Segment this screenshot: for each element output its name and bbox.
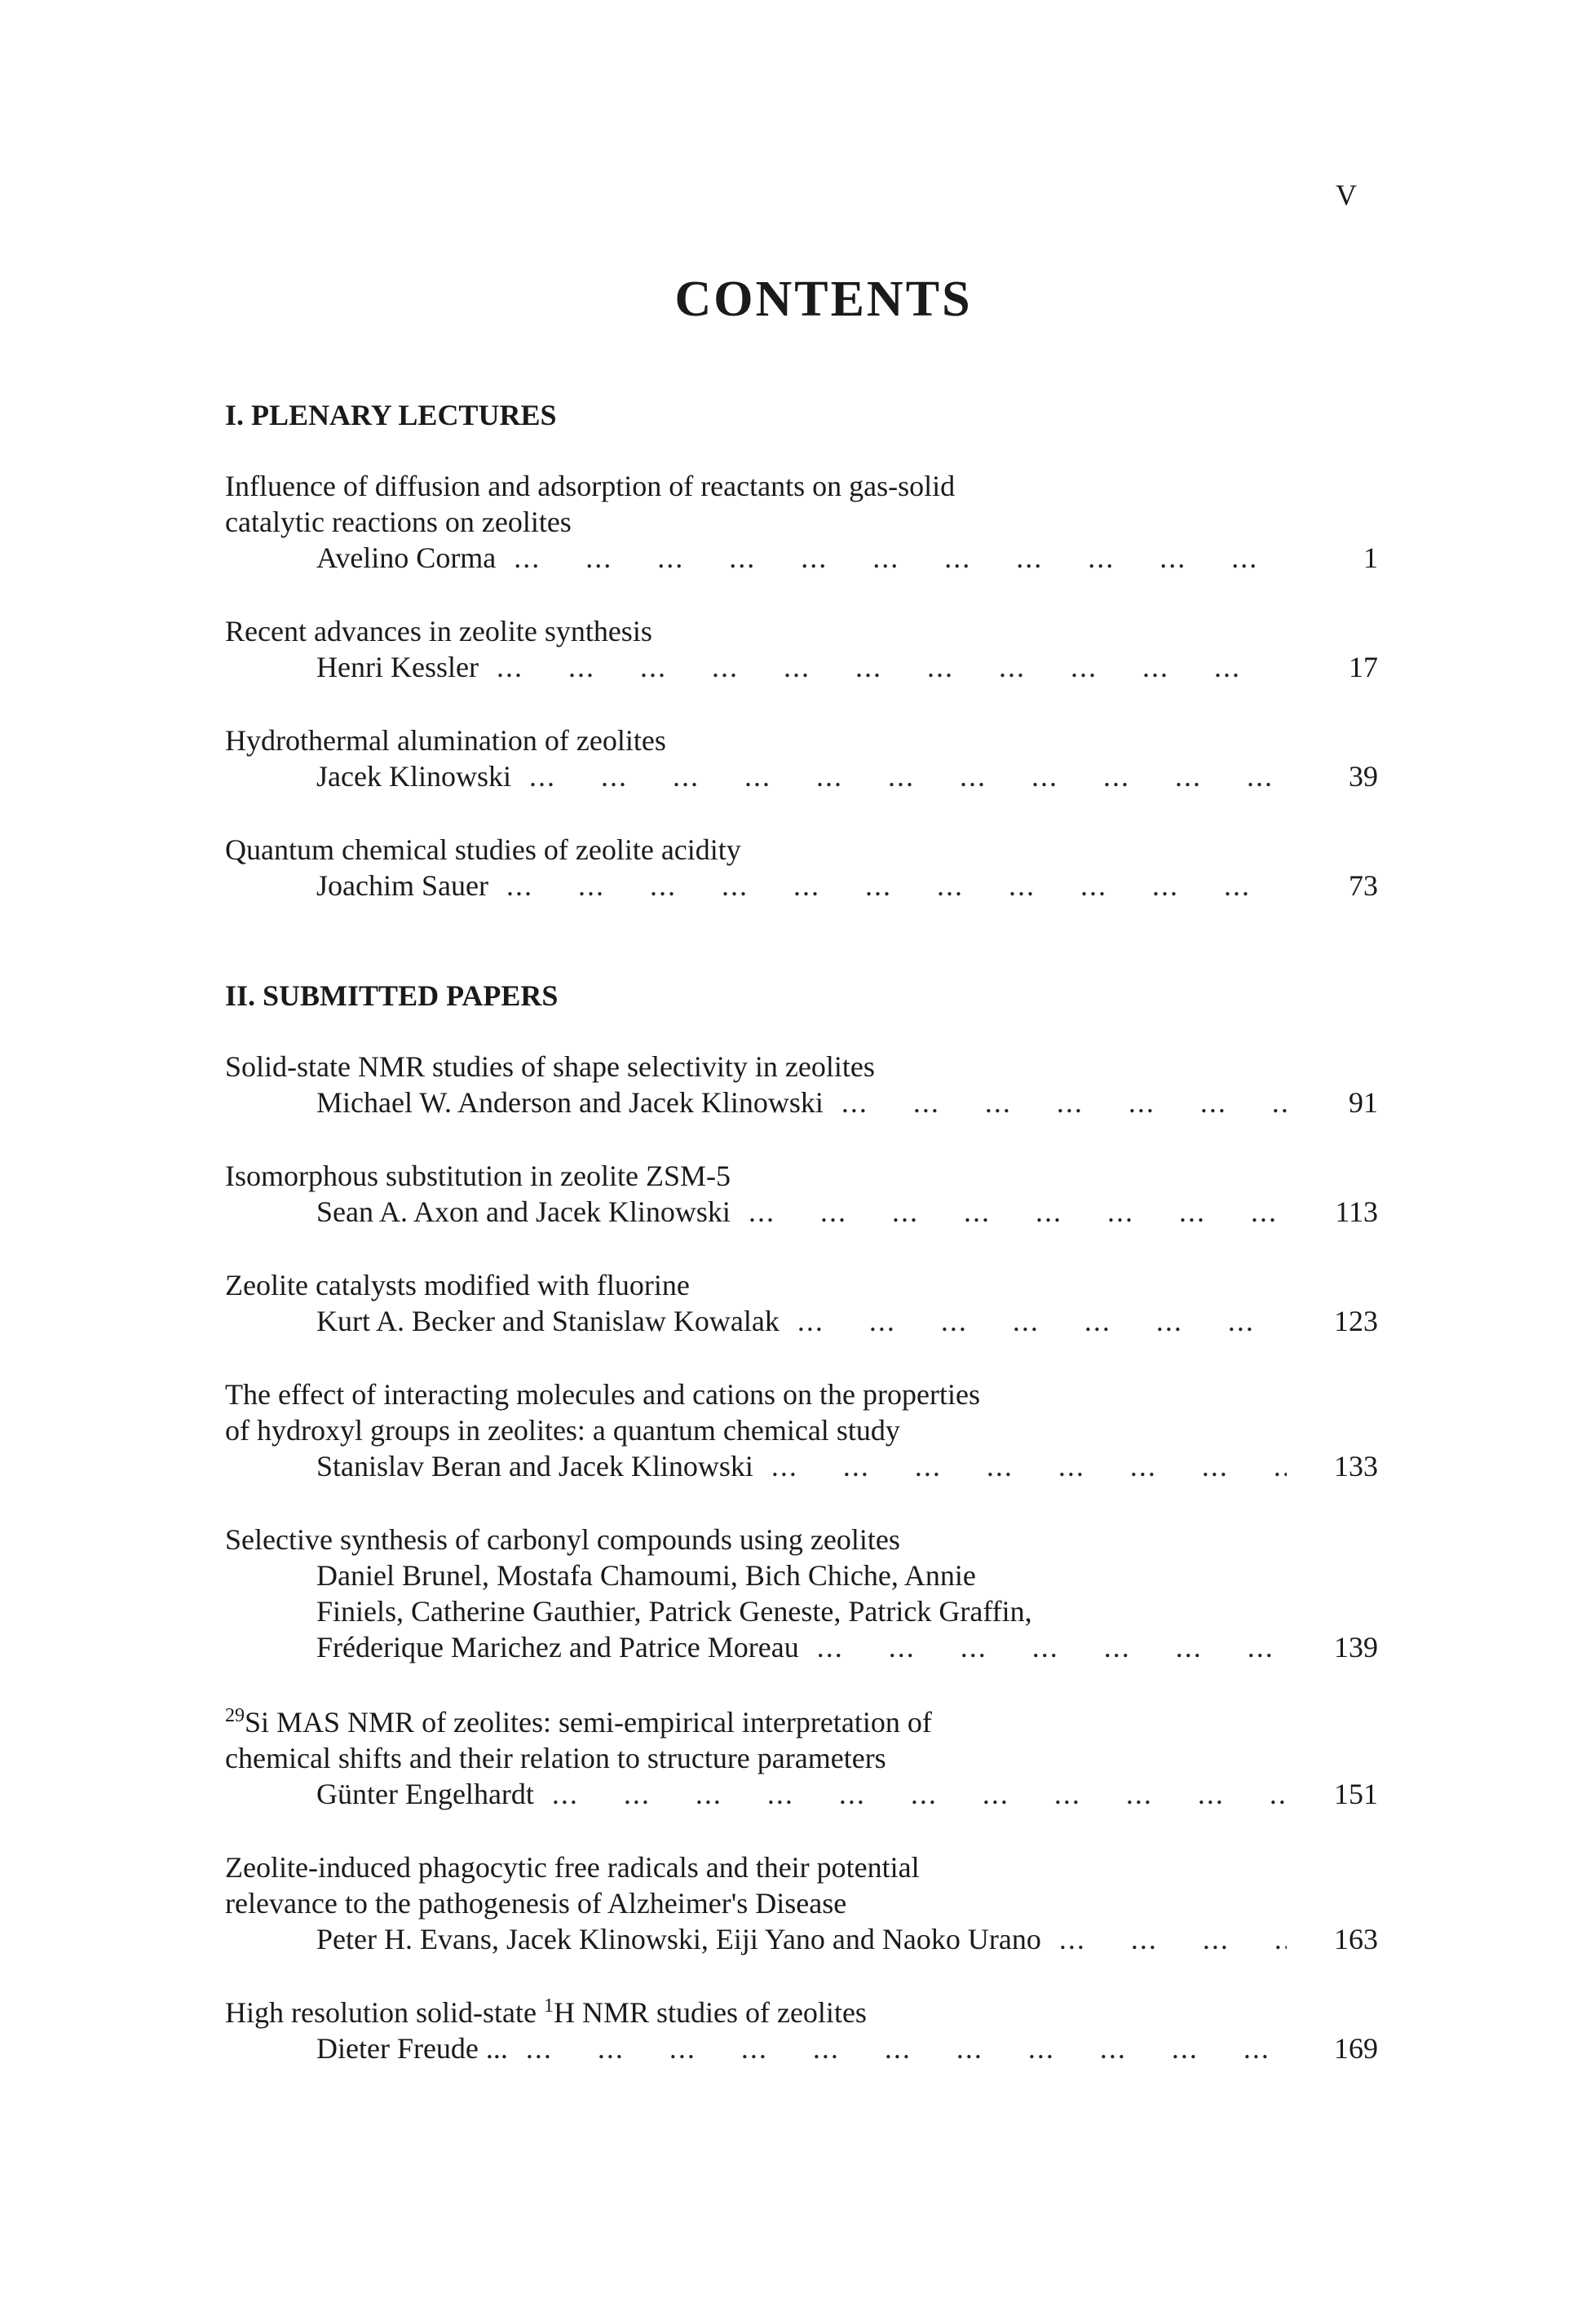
- toc-entry: [225, 1376, 1378, 1484]
- entry-authors: Joachim Sauer: [316, 869, 488, 902]
- entry-author-row: [225, 1448, 1378, 1484]
- entry-authors: Stanislav Beran and Jacek Klinowski: [316, 1450, 753, 1482]
- entry-author-row: [225, 758, 1378, 794]
- entry-page: 139: [1334, 1631, 1378, 1663]
- entry-title-text: High resolution solid-state: [225, 1996, 544, 2029]
- leader-dots: [731, 1194, 1287, 1230]
- entry-author-row: [225, 1776, 1378, 1812]
- entry-page: 113: [1335, 1195, 1378, 1228]
- entry-author-row: [225, 1085, 1378, 1120]
- isotope-superscript: 1: [543, 1995, 554, 2017]
- entry-page: 73: [1349, 869, 1378, 902]
- entry-page: 123: [1334, 1305, 1378, 1337]
- entry-title-line: Recent advances in zeolite synthesis: [225, 615, 652, 647]
- entry-author-line: Finiels, Catherine Gauthier, Patrick Geneste, Patrick Graffin,: [316, 1595, 1032, 1628]
- toc-entry: [225, 1995, 1378, 2066]
- toc-entry: [225, 613, 1378, 685]
- entry-title-line: [225, 1995, 1378, 2030]
- entry-title-line: Influence of diffusion and adsorption of reactants on gas-solid: [225, 470, 956, 502]
- entry-authors: Avelino Corma: [316, 541, 497, 574]
- entry-authors: Kurt A. Becker and Stanislaw Kowalak: [316, 1305, 780, 1337]
- entry-author-row: [225, 1629, 1378, 1665]
- entry-author-row: [225, 2030, 1378, 2066]
- leader-dots: [479, 649, 1287, 685]
- entry-page: 163: [1334, 1923, 1378, 1955]
- entry-title-line: Zeolite-induced phagocytic free radicals and their potential: [225, 1851, 920, 1884]
- entry-title-line: chemical shifts and their relation to structure parameters: [225, 1742, 886, 1774]
- entry-title-text: H NMR studies of zeolites: [553, 1996, 867, 2029]
- entry-authors: Günter Engelhardt: [316, 1778, 534, 1810]
- toc-entry: [225, 1522, 1378, 1665]
- toc-entry: [225, 832, 1378, 904]
- toc-entry: [225, 1704, 1378, 1812]
- entry-page: 133: [1334, 1450, 1378, 1482]
- entry-author-row: [225, 649, 1378, 685]
- entry-authors: Sean A. Axon and Jacek Klinowski: [316, 1195, 731, 1228]
- entry-author-row: [225, 1194, 1378, 1230]
- leader-dots: [508, 2030, 1287, 2066]
- entry-title-line: of hydroxyl groups in zeolites: a quantum chemical study: [225, 1414, 900, 1447]
- leader-dots: [799, 1629, 1287, 1665]
- toc-entry: [225, 1267, 1378, 1339]
- entry-authors: Henri Kessler: [316, 651, 479, 683]
- entry-author-row: [225, 868, 1378, 904]
- leader-dots: [824, 1085, 1287, 1120]
- entry-title-line: The effect of interacting molecules and cations on the properties: [225, 1378, 980, 1411]
- entry-page: 151: [1334, 1778, 1378, 1810]
- leader-dots: [534, 1776, 1287, 1812]
- entry-title-text: Si MAS NMR of zeolites: semi-empirical interpretation of: [245, 1706, 932, 1739]
- toc-entry: [225, 1849, 1378, 1957]
- entry-title-line: Solid-state NMR studies of shape selectivity in zeolites: [225, 1050, 875, 1083]
- entry-author-row: [225, 540, 1378, 576]
- leader-dots: [780, 1303, 1287, 1339]
- leader-dots: [753, 1448, 1287, 1484]
- entry-author-line: Daniel Brunel, Mostafa Chamoumi, Bich Chiche, Annie: [316, 1559, 976, 1592]
- toc-entry: [225, 1158, 1378, 1230]
- entry-author-row: [225, 1921, 1378, 1957]
- entry-title-line: Selective synthesis of carbonyl compounds using zeolites: [225, 1523, 900, 1556]
- section-heading-plenary: I. PLENARY LECTURES: [225, 399, 557, 431]
- toc-entry: [225, 722, 1378, 794]
- entry-title-line: Hydrothermal alumination of zeolites: [225, 724, 666, 757]
- entry-authors: Dieter Freude ...: [316, 2032, 508, 2065]
- entry-page: 1: [1363, 541, 1378, 574]
- leader-dots: [488, 868, 1287, 904]
- entry-authors: Jacek Klinowski: [316, 760, 511, 793]
- entry-page: 169: [1334, 2032, 1378, 2065]
- toc-entry: [225, 468, 1378, 576]
- entry-title-line: Quantum chemical studies of zeolite acidity: [225, 833, 741, 866]
- entry-authors: Michael W. Anderson and Jacek Klinowski: [316, 1086, 824, 1119]
- entry-title-line: Isomorphous substitution in zeolite ZSM-5: [225, 1160, 731, 1192]
- entry-title-line: [225, 1704, 1378, 1740]
- isotope-superscript: 29: [225, 1705, 245, 1726]
- leader-dots: [496, 540, 1287, 576]
- toc-entry: [225, 1049, 1378, 1120]
- entry-authors: Peter H. Evans, Jacek Klinowski, Eiji Yano and Naoko Urano: [316, 1923, 1041, 1955]
- entry-page: 91: [1349, 1086, 1378, 1119]
- entry-author-row: [225, 1303, 1378, 1339]
- entry-title-line: relevance to the pathogenesis of Alzheimer's Disease: [225, 1887, 847, 1920]
- entry-title-line: catalytic reactions on zeolites: [225, 506, 572, 538]
- section-heading-submitted: II. SUBMITTED PAPERS: [225, 979, 559, 1012]
- entry-authors: Fréderique Marichez and Patrice Moreau: [316, 1631, 799, 1663]
- entry-title-line: Zeolite catalysts modified with fluorine: [225, 1269, 690, 1301]
- page-title: CONTENTS: [674, 272, 973, 327]
- entry-page: 17: [1349, 651, 1378, 683]
- entry-page: 39: [1349, 760, 1378, 793]
- leader-dots: [1041, 1921, 1287, 1957]
- leader-dots: [511, 758, 1287, 794]
- page-number: V: [1336, 179, 1357, 211]
